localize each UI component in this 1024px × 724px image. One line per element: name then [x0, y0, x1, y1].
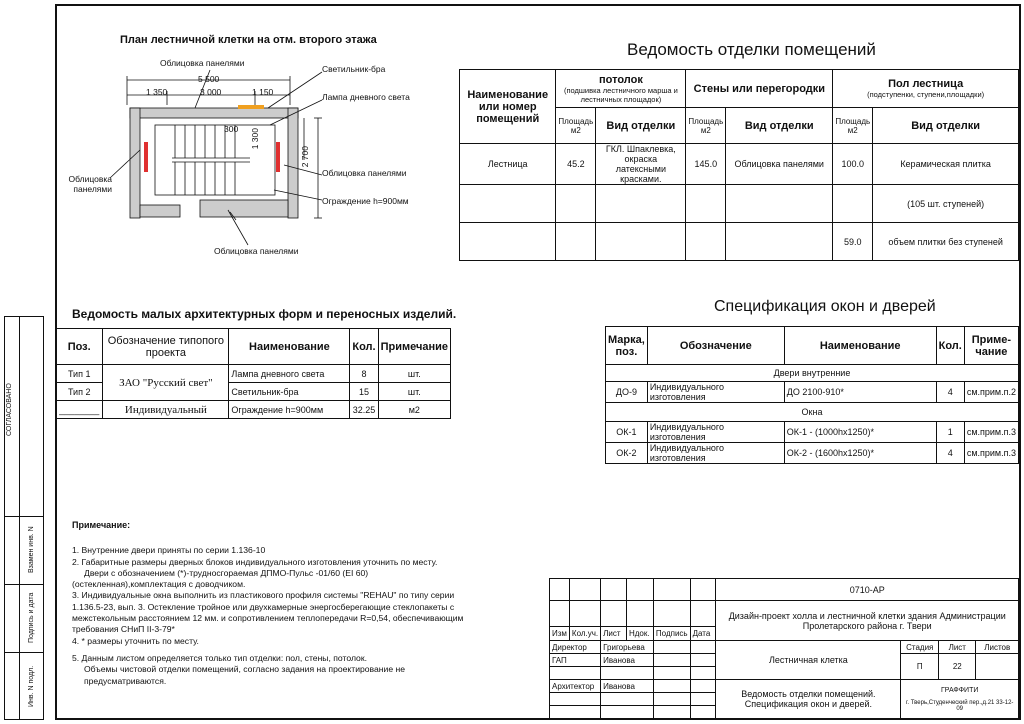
dim-mid: 3 000 [200, 87, 222, 97]
stamp-sheet-label: Лист [939, 641, 976, 654]
stamp-project: Дизайн-проект холла и лестничной клетки здания Администрации Пролетарского района г. Твери [716, 601, 1019, 641]
finish-ceil-area-h: Площадь м2 [556, 108, 596, 144]
finish-floor-sub: (подступенки, ступени,площадки) [867, 90, 985, 99]
stair-plan-drawing [60, 50, 420, 260]
finish-cell [686, 223, 726, 261]
stamp-person [601, 667, 654, 680]
spec-cell: 4 [936, 382, 964, 403]
stamp-person: Иванова [601, 680, 654, 693]
spec-table [605, 326, 1019, 464]
stamp-sheet: 22 [939, 654, 976, 680]
stamp-company-cell [901, 680, 1019, 719]
stamp-col-qty: Кол.уч. [569, 627, 600, 641]
spec-cell: Индивидуального изготовления [647, 382, 784, 403]
finish-cell: ГКЛ. Шпаклевка, окраска латексными красками. [596, 144, 686, 185]
finish-cell [596, 185, 686, 223]
callout-daylight-lamp: Лампа дневного света [322, 92, 410, 102]
maf-h-designation: Обозначение типопого проекта [103, 329, 229, 365]
finish-ceiling-sub: (подшивка лестничного марша и лестничных площадок) [563, 85, 678, 104]
finish-cell: (105 шт. ступеней) [873, 185, 1019, 223]
finish-cell [833, 185, 873, 223]
maf-title: Ведомость малых архитектурных форм и переносных изделий. [72, 307, 457, 321]
side-strip-line-2 [4, 584, 44, 585]
finish-cell: 59.0 [833, 223, 873, 261]
spec-cell: ДО 2100-910* [784, 382, 936, 403]
callout-left-cladding: Облицовка панелями [68, 174, 112, 194]
finish-cell: 145.0 [686, 144, 726, 185]
table-row [460, 144, 1019, 185]
callout-railing: Ограждение h=900мм [322, 196, 409, 206]
spec-cell: см.прим.п.2 [964, 382, 1018, 403]
stamp-col-change: Изм [550, 627, 570, 641]
dim-small: 300 [224, 124, 239, 134]
spec-h-mark: Марка, поз. [606, 327, 648, 365]
stamp-role [550, 667, 601, 680]
stamp-sheet-name: Лестничная клетка [716, 641, 901, 680]
note-line: требования СНиП II-3-79* [72, 624, 175, 635]
maf-cell: ________ [56, 401, 103, 419]
finish-cell [460, 185, 556, 223]
title-block [549, 578, 1019, 719]
table-row [606, 443, 1019, 464]
sign-date-label: Подпись и дата [28, 592, 35, 644]
dim-vert2: 2 700 [300, 146, 310, 168]
table-row [56, 401, 451, 419]
maf-cell: ЗАО "Русский свет" [103, 365, 229, 401]
spec-cell: ОК-1 - (1000hx1250)* [784, 422, 936, 443]
maf-cell: Тип 2 [56, 383, 103, 401]
maf-cell: шт. [378, 365, 450, 383]
note-line: 5. Данным листом определяется только тип отделки: пол, стены, потолок. [72, 652, 367, 663]
finish-cell [596, 223, 686, 261]
finish-cell: Лестница [460, 144, 556, 185]
maf-h-note: Примечание [378, 329, 450, 365]
dim-left: 1 350 [146, 87, 168, 97]
note-line: Двери с обозначением (*)-трудносгораемая ДПМО-Пульс -01/60 (EI 60) [84, 567, 369, 578]
finish-col-name: Наименование или номер помещений [460, 70, 556, 144]
stamp-person: Иванова [601, 654, 654, 667]
note-line: 1. Внутренние двери приняты по серии 1.136-10 [72, 545, 266, 556]
finish-cell [460, 223, 556, 261]
agreed-label: СОГЛАСОВАНО [6, 383, 13, 437]
finish-cell [726, 223, 833, 261]
finish-title: Ведомость отделки помещений [627, 40, 876, 59]
notes-heading: Примечание: [72, 520, 131, 530]
note-line: 2. Габаритные размеры дверных блоков индивидуального изготовления уточнить по месту. [72, 556, 438, 567]
table-row [460, 185, 1019, 223]
finish-col-ceiling [556, 70, 686, 108]
spec-cell: 4 [936, 443, 964, 464]
spec-section-doors: Двери внутренние [606, 365, 1019, 382]
side-strip-line-3 [4, 652, 44, 653]
table-row [460, 223, 1019, 261]
spec-h-name: Наименование [784, 327, 936, 365]
finish-cell [686, 185, 726, 223]
finish-cell [556, 185, 596, 223]
stamp-person: Григорьева [601, 641, 654, 654]
maf-cell: Индивидуальный [103, 401, 229, 419]
stamp-company: ГРАФФИТИ [940, 686, 979, 694]
spec-section-windows: Окна [606, 403, 1019, 422]
stamp-role: ГАП [550, 654, 601, 667]
stamp-stage-label: Стадия [901, 641, 939, 654]
spec-cell: ОК-1 [606, 422, 648, 443]
stamp-col-sign: Подпись [653, 627, 690, 641]
callout-top-cladding: Облицовка панелями [160, 58, 245, 68]
table-row [606, 382, 1019, 403]
stamp-sheets-label: Листов [976, 641, 1019, 654]
finish-col-walls: Стены или перегородки [686, 70, 833, 108]
callout-sconce: Светильник-бра [322, 64, 386, 74]
stamp-col-date: Дата [690, 627, 716, 641]
finish-wall-kind-h: Вид отделки [726, 108, 833, 144]
finish-floor-label: Пол лестница [888, 78, 964, 90]
spec-cell: 1 [936, 422, 964, 443]
maf-cell: 15 [350, 383, 378, 401]
stamp-code: 0710-АР [716, 579, 1019, 601]
stamp-col-sheet: Лист [601, 627, 627, 641]
finish-cell: объем плитки без ступеней [873, 223, 1019, 261]
stamp-role: Директор [550, 641, 601, 654]
stamp-drawing-title: Ведомость отделки помещений. Спецификация окон и дверей. [716, 680, 901, 719]
note-line: предусматриваются. [84, 675, 167, 686]
replace-inv-label: Взамен инв. N [28, 526, 35, 574]
stamp-address: г. Тверь,Студенческий пер.,д.21 33-12-09 [905, 699, 1014, 712]
side-strip-line-1 [4, 516, 44, 517]
dim-vert1: 1 300 [250, 128, 260, 150]
finish-cell: Керамическая плитка [873, 144, 1019, 185]
stamp-col-doc: Ндок. [626, 627, 653, 641]
finish-floor-kind-h: Вид отделки [873, 108, 1019, 144]
finish-cell: 100.0 [833, 144, 873, 185]
note-line: 3. Индивидуальные окна выполнить из пластикового профиля системы "REHAU" по типу серии [72, 590, 455, 601]
plan-title: План лестничной клетки на отм. второго этажа [120, 34, 377, 46]
finish-ceiling-label: потолок [598, 73, 643, 86]
maf-cell: Лампа дневного света [229, 365, 350, 383]
spec-cell: ОК-2 - (1600hx1250)* [784, 443, 936, 464]
inv-orig-label: Инв. N подл. [28, 665, 35, 707]
spec-cell: Индивидуального изготовления [647, 443, 784, 464]
maf-h-pos: Поз. [56, 329, 103, 365]
callout-right-cladding: Облицовка панелями [322, 168, 407, 178]
finish-ceil-kind-h: Вид отделки [596, 108, 686, 144]
spec-cell: см.прим.п.3 [964, 443, 1018, 464]
note-line: межстекольным расстоянием 12 мм. и сопротивлением теплопередачи R=0,54, обеспечивающим [72, 613, 464, 624]
spec-cell: см.прим.п.3 [964, 422, 1018, 443]
spec-title: Спецификация окон и дверей [714, 298, 936, 315]
finish-cell: 45.2 [556, 144, 596, 185]
table-row [606, 422, 1019, 443]
spec-cell: Индивидуального изготовления [647, 422, 784, 443]
note-line: Объемы чистовой отделки помещений, согласно задания на проектирование не [84, 664, 406, 675]
notes-block [72, 520, 542, 687]
note-line: 1.136.5-23, вып. 3. Остекление тройное или двухкамерные энергосберегающие стеклопакеты с [72, 601, 455, 612]
table-row [56, 365, 451, 383]
maf-cell: Светильник-бра [229, 383, 350, 401]
spec-cell: ДО-9 [606, 382, 648, 403]
stamp-role: Архитектор [550, 680, 601, 693]
stamp-sheets [976, 654, 1019, 680]
callout-bottom-cladding: Облицовка панелями [214, 246, 299, 256]
dim-right: 1 150 [252, 87, 274, 97]
side-strip-divider [19, 316, 20, 720]
finish-wall-area-h: Площадь м2 [686, 108, 726, 144]
maf-table [55, 328, 451, 419]
spec-cell: ОК-2 [606, 443, 648, 464]
maf-cell: м2 [378, 401, 450, 419]
maf-cell: Ограждение h=900мм [229, 401, 350, 419]
note-line: 4. * размеры уточнить по месту. [72, 635, 199, 646]
finish-cell [556, 223, 596, 261]
maf-cell: 8 [350, 365, 378, 383]
maf-cell: Тип 1 [56, 365, 103, 383]
finish-cell [726, 185, 833, 223]
finish-cell: Облицовка панелями [726, 144, 833, 185]
finish-col-floor [833, 70, 1019, 108]
maf-cell: шт. [378, 383, 450, 401]
spec-h-designation: Обозначение [647, 327, 784, 365]
maf-cell: 32.25 [350, 401, 378, 419]
spec-h-qty: Кол. [936, 327, 964, 365]
dim-total: 5 500 [198, 74, 220, 84]
note-line: (остекленная),комплектация с доводчиком. [72, 579, 246, 590]
stamp-stage: П [901, 654, 939, 680]
finish-floor-area-h: Площадь м2 [833, 108, 873, 144]
maf-h-qty: Кол. [350, 329, 378, 365]
finish-table [459, 69, 1019, 261]
maf-h-name: Наименование [229, 329, 350, 365]
spec-h-note: Приме- чание [964, 327, 1018, 365]
